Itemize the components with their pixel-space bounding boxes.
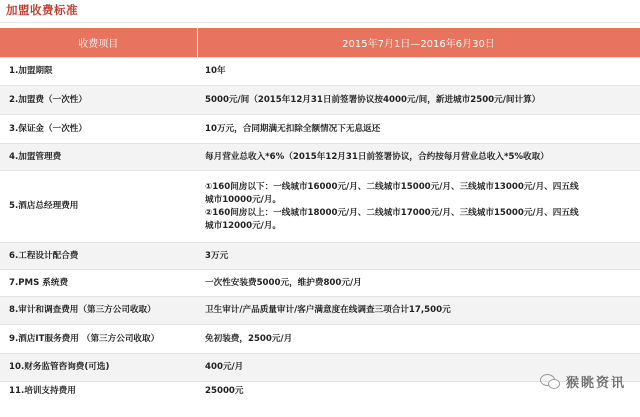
detail-line: ②160间房以上：一线城市18000元/月、二线城市17000元/月、三线城市15000元/月、四五线 bbox=[205, 207, 579, 218]
fee-item-detail bbox=[197, 58, 640, 86]
table-row bbox=[0, 243, 640, 270]
fee-item-name: 8.审计和调查费用（第三方公司收取） bbox=[0, 297, 197, 325]
detail-line: 10万元，合同期满无扣除全额情况下无息返还 bbox=[205, 123, 381, 134]
fee-item-detail bbox=[197, 171, 640, 243]
detail-line: 卫生审计/产品质量审计/客户满意度在线调查三项合计17,500元 bbox=[205, 305, 451, 315]
fee-item-name: 4.加盟管理费 bbox=[0, 144, 197, 171]
fee-item-name: 5.酒店总经理费用 bbox=[0, 171, 197, 243]
detail-line: 25000元 bbox=[205, 386, 244, 397]
table-row bbox=[0, 297, 640, 325]
fee-item-detail bbox=[197, 270, 640, 297]
fee-table bbox=[0, 28, 640, 402]
page-title: 加盟收费标准 bbox=[6, 3, 78, 17]
detail-line: 城市12000元/月。 bbox=[205, 220, 282, 231]
fee-item-detail bbox=[197, 325, 640, 354]
table-row bbox=[0, 115, 640, 144]
wechat-icon bbox=[540, 374, 560, 390]
fee-item-name: 11.培训支持费用 bbox=[0, 382, 197, 402]
table-row bbox=[0, 325, 640, 354]
table-header-row bbox=[0, 28, 640, 58]
detail-line: 城市10000元/月。 bbox=[205, 194, 282, 205]
detail-line: 一次性安装费5000元，维护费800元/月 bbox=[205, 277, 362, 288]
fee-item-detail bbox=[197, 144, 640, 171]
table-row bbox=[0, 270, 640, 297]
table-row bbox=[0, 58, 640, 86]
title-divider bbox=[0, 22, 640, 23]
fee-item-name: 1.加盟期限 bbox=[0, 58, 197, 86]
fee-item-detail bbox=[197, 297, 640, 325]
watermark-text: 猴眺资讯 bbox=[565, 376, 626, 391]
fee-item-name: 2.加盟费（一次性） bbox=[0, 86, 197, 115]
column-header-period: 2015年7月1日—2016年6月30日 bbox=[197, 28, 640, 58]
detail-line: 每月营业总收入*6%（2015年12月31日前签署协议，合约按每月营业总收入*5%收取） bbox=[205, 151, 549, 162]
watermark bbox=[540, 372, 626, 391]
detail-line: 10年 bbox=[205, 66, 226, 76]
fee-item-name: 7.PMS 系统费 bbox=[0, 270, 197, 297]
fee-item-name: 9.酒店IT服务费用 （第三方公司收取） bbox=[0, 325, 197, 354]
fee-item-detail bbox=[197, 86, 640, 115]
column-header-item: 收费项目 bbox=[0, 28, 197, 58]
fee-item-name: 3.保证金（一次性） bbox=[0, 115, 197, 144]
fee-item-name: 10.财务监管咨询费(可选) bbox=[0, 354, 197, 382]
table-row bbox=[0, 144, 640, 171]
table-row bbox=[0, 86, 640, 115]
fee-item-name: 6.工程设计配合费 bbox=[0, 243, 197, 270]
detail-line: 3万元 bbox=[205, 250, 229, 261]
detail-line: 5000元/间（2015年12月31日前签署协议按4000元/间，新进城市2500元/间计算） bbox=[205, 94, 541, 105]
table-row bbox=[0, 171, 640, 243]
detail-line: 免初装费，2500元/月 bbox=[205, 333, 293, 344]
detail-line: ①160间房以下：一线城市16000元/月、二线城市15000元/月、三线城市13000元/月、四五线 bbox=[205, 181, 579, 192]
fee-item-detail bbox=[197, 115, 640, 144]
fee-item-detail bbox=[197, 243, 640, 270]
detail-line: 400元/月 bbox=[205, 362, 244, 372]
